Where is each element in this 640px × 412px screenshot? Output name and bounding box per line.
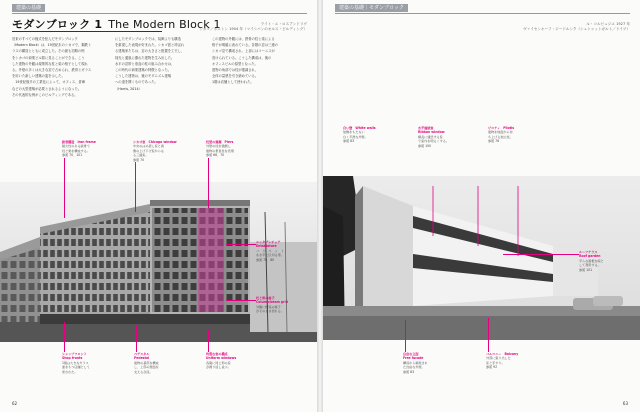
callout-text: 中央のはめ殺し窓と両	[133, 144, 164, 149]
callout-subheading: Column/beam grid	[256, 300, 288, 305]
header-rule	[12, 13, 307, 14]
callout-heading: シカゴ窓 Chicago window	[133, 140, 177, 144]
callout-text: 側の上げ下げ窓からな	[133, 148, 164, 153]
text-line: への道を開くものであった。	[115, 80, 158, 85]
callout-text: 参照 70、101	[62, 153, 83, 158]
callout-subheading: Ribbon window	[418, 130, 445, 135]
callout-text: 建物の基部を構成	[134, 360, 159, 365]
callout-text: 面をもつ店舗として	[62, 365, 90, 370]
callout-uniform-windows	[206, 352, 256, 370]
running-header	[197, 22, 307, 32]
text-line: 1階は店舗として使われた。	[212, 80, 254, 85]
body-column-1	[12, 36, 110, 98]
highlighted-facade	[198, 208, 224, 312]
callout-grid	[256, 296, 312, 314]
callout-subheading: Shop fronts	[62, 356, 83, 361]
running-header	[480, 22, 630, 32]
right-page	[323, 0, 640, 412]
callout-ribbon-window	[418, 126, 466, 148]
callout-text: 1階は大きなガラス	[62, 360, 89, 365]
running-line: ヴァイセンホーフ・ジードルンク（シュトゥットガルト／ドイツ）	[523, 27, 630, 31]
callout-text: して利用する。	[579, 263, 601, 268]
text-line: した建物の外観は規則的な柱と梁の格子として現れ	[12, 61, 88, 66]
callout-text: 装飾をもたない	[343, 130, 365, 135]
leader-line	[135, 162, 136, 212]
text-line: 19世紀後半の工業化によって、オフィス、倉庫	[12, 80, 86, 85]
callout-text: ち上げる独立柱。	[488, 134, 513, 139]
callout-text: 参照 70	[133, 157, 145, 162]
leader-line	[64, 322, 65, 352]
text-line: を用いた新しい建築の姿を示した。	[12, 74, 65, 79]
callout-text: 参照 83	[403, 369, 415, 374]
text-line: オフィスビルの原型となった。	[212, 61, 258, 66]
callout-text: 参照 101	[579, 267, 593, 272]
title-rule	[12, 31, 162, 32]
callout-heading: 自由な立面	[403, 352, 419, 356]
callout-subheading: Pedestal	[134, 356, 150, 361]
callout-subheading: Free facade	[403, 356, 424, 361]
header-rule	[335, 13, 630, 14]
callout-text: 床と手すり。	[486, 360, 505, 365]
text-line: などの大型建築が必要とされるようになった。	[12, 86, 82, 91]
running-line: シカゴ／ボストン 1904 年（マイシパンのオルス・ビルディング）	[199, 27, 307, 31]
callout-text: し、上部の壁面を	[134, 365, 159, 370]
text-line: （Modern Block）は、19世紀末のシカゴで、鋼鉄ト	[12, 43, 92, 48]
page-title	[12, 16, 221, 32]
callout-text: 建物を地面から持	[488, 130, 513, 135]
callout-heading: 柱と梁の格子	[256, 296, 275, 300]
callout-text: 参照 92	[486, 365, 498, 370]
callout-heading: バルコニー Balcony	[486, 352, 519, 356]
text-line: ラスの構造とともに成立した。その最も初期の例	[12, 49, 85, 54]
callout-pilotis	[488, 126, 540, 144]
text-line: 採光と通風に優れた建物を生み出した。	[115, 55, 175, 60]
callout-iron-frame	[62, 140, 110, 158]
text-line: にしたモダンブロックでは、装飾よりも構造	[115, 37, 181, 41]
text-line: る建築家たちは、窓の大きさと配置を工夫し、	[115, 49, 185, 54]
text-line: この時代の商業建築の特徴となった。	[115, 67, 172, 72]
callout-text: 参照 70、80	[256, 257, 275, 262]
leader-line	[488, 318, 489, 352]
callout-text: 使われた。	[62, 369, 78, 374]
callout-text: がそのまま表れる。	[256, 309, 284, 314]
text-line: 全体の量感を引き締めている。	[212, 74, 259, 79]
page-number: 63	[622, 401, 628, 406]
callout-free-facade	[403, 352, 453, 374]
callout-chicago-window	[133, 140, 183, 162]
callout-text: 平らな屋根を庭と	[579, 258, 604, 263]
text-line: シカゴ窓で構成され、上部にはコーニスが	[212, 49, 275, 54]
callout-text: 参照 66、70	[206, 153, 225, 158]
callout-heading: 柱型の強調 Piers	[206, 140, 234, 144]
callout-subheading: Roof garden	[579, 254, 601, 259]
callout-piers	[206, 140, 252, 158]
callout-subheading: Entablature	[256, 244, 277, 249]
callout-text: 耐火性のある鉄骨で	[62, 144, 90, 149]
callout-heading: 鉄骨構造 Iron frame	[62, 140, 96, 144]
callout-heading: 均質な窓の構成	[206, 352, 228, 356]
callout-text: 白く平滑な外壁。	[343, 134, 368, 139]
callout-text: 参照 100	[418, 143, 432, 148]
callout-heading: ピロティ Pilotis	[488, 126, 515, 130]
callout-text: 参照 83	[343, 139, 355, 144]
callout-text: 参照 76	[488, 139, 500, 144]
callout-entablature	[256, 240, 312, 262]
callout-text: 外部に張り出した	[486, 356, 511, 361]
leader-line	[208, 158, 209, 208]
callout-heading: ルーフテラス	[579, 250, 598, 254]
leader-line	[503, 254, 579, 255]
text-line: その代表的な例がこのビルディングである。	[12, 92, 78, 97]
leader-line	[226, 300, 256, 301]
text-line: こうした建物は、後のモダニズム建築	[115, 74, 172, 79]
section-tab: 建築の基礎｜モダンブロック	[335, 4, 408, 12]
callout-text: 支える台座。	[134, 369, 153, 374]
text-line: 設けられている。こうした構成は、後の	[212, 55, 272, 60]
callout-text: 各階に同じ形の窓	[206, 360, 231, 365]
text-line: 旧来のすべての様式を拒んだモダンブロック	[12, 37, 78, 41]
callout-text: 構造から解放され	[403, 360, 428, 365]
callout-heading: ペデスタル	[134, 352, 150, 356]
leader-line	[405, 320, 406, 352]
left-page	[0, 0, 317, 412]
callout-subheading: Uniform windows	[206, 356, 237, 361]
leader-line	[208, 330, 209, 352]
text-line: 建物の角部では柱が強調され、	[212, 67, 259, 72]
callout-text: 横長に連続する窓	[418, 134, 443, 139]
body-column-2	[115, 36, 207, 92]
text-line: （Harris, 2014）	[115, 86, 142, 91]
callout-text: で室内を明るくする。	[418, 139, 449, 144]
callout-white-walls	[343, 126, 393, 144]
callout-text: を水平に区切る帯。	[256, 253, 284, 258]
text-line: この建物の外観には、鉄骨の柱と梁による	[212, 37, 275, 41]
callout-balcony	[486, 352, 536, 370]
text-line: 格子が明確に表れている。各階の窓は三連の	[212, 43, 278, 48]
callout-shop-fronts	[62, 352, 112, 374]
callout-heading: 白い壁 White walls	[343, 126, 376, 130]
page-number: 62	[12, 401, 18, 406]
running-line: ライト・エ・ロスアンドリグ	[260, 22, 307, 26]
callout-pedestal	[134, 352, 184, 374]
leader-line	[226, 244, 256, 245]
leader-line	[136, 326, 137, 352]
callout-roof-garden	[579, 250, 635, 272]
title-japanese: モダンブロック 1	[12, 18, 103, 31]
text-line: を重視した表現が好まれた。シカゴ派と呼ばれ	[115, 43, 185, 48]
text-line: をシカゴの商業ビル群に見ることができる。こう	[12, 55, 85, 60]
text-line: る。外壁の多くは大きな窓で占められ、鉄骨とガラス	[12, 67, 92, 72]
callout-text: パ ラ ペ ッ ト	[256, 248, 284, 253]
text-line: 水平の窓帯と垂直の柱の組み合わせは、	[115, 61, 175, 66]
leader-line	[64, 158, 65, 218]
callout-text: 建物の垂直性を表現	[206, 148, 234, 153]
title-english: The Modern Block 1	[108, 18, 221, 31]
callout-text: た自由な外壁。	[403, 365, 425, 370]
section-tab: 建築の基礎	[12, 4, 45, 12]
callout-heading: 水平連続窓	[418, 126, 434, 130]
callout-text: 外壁の柱を強調し	[206, 144, 231, 149]
callout-heading: エンタブレチュア	[256, 240, 281, 244]
running-line: ル・コルビュジエ 1927 年	[586, 22, 630, 26]
callout-heading: ショップフロント	[62, 352, 87, 356]
callout-text: 柱と梁を構成する。	[62, 148, 90, 153]
callout-text: る三連窓。	[133, 153, 149, 158]
body-column-3	[212, 36, 307, 86]
callout-text: 外観に構造の格子	[256, 304, 281, 309]
callout-text: が繰り返し並ぶ。	[206, 365, 231, 370]
